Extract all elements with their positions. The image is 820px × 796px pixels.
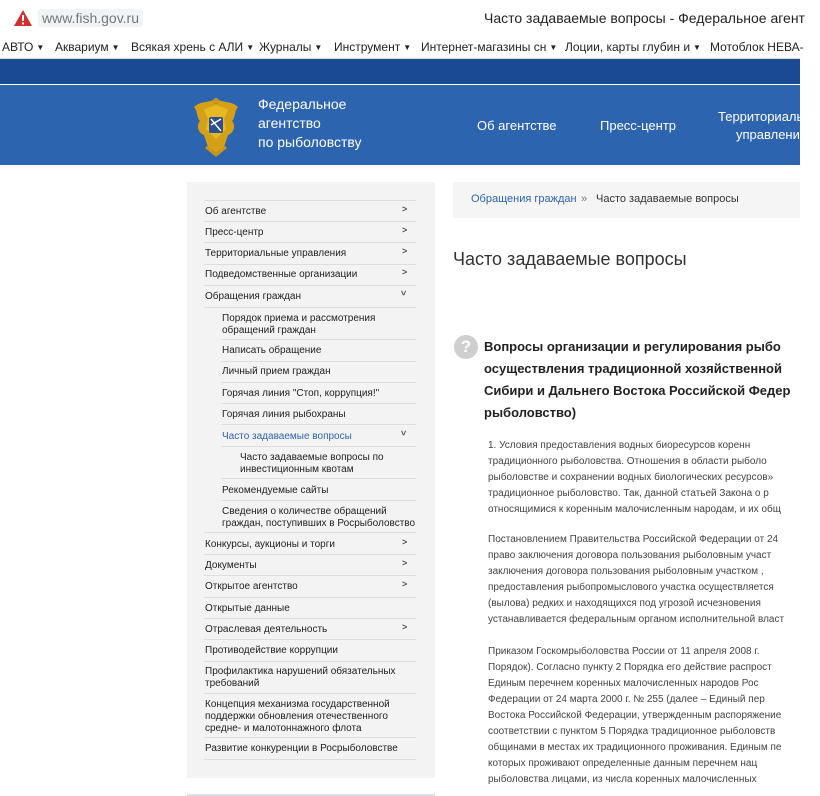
divider: [221, 339, 416, 340]
divider: [204, 759, 416, 760]
sidebar-subitem-stats[interactable]: [222, 506, 415, 530]
breadcrumb-link-appeals[interactable]: Обращения граждан: [471, 193, 577, 205]
dropdown-caret-icon: ▼: [314, 43, 323, 52]
paragraph-line: заключения договора пользования рыболовным участком ,: [488, 566, 764, 577]
url-field[interactable]: www.fish.gov.ru: [38, 9, 143, 27]
sidebar-item-tenders[interactable]: Конкурсы, аукционы и торги: [205, 539, 335, 550]
bookmarks-bar: [0, 37, 804, 59]
nav-label-line: управления: [736, 127, 807, 142]
answer-paragraph: [488, 644, 781, 788]
paragraph-line: относящимися к коренным малочисленным народам, и их общ: [488, 504, 781, 515]
paragraph-line: Приказом Госкомрыболовства России от 11 апреля 2008 г.: [488, 646, 760, 657]
sidebar-item-competition[interactable]: Развитие конкуренции в Росрыболовстве: [205, 743, 398, 754]
divider: [221, 446, 416, 447]
nav-territorial[interactable]: [718, 108, 820, 144]
sidebar-subitem-write[interactable]: Написать обращение: [222, 345, 322, 356]
paragraph-line: традиционное рыболовство. Так, данной статьей Закона о р: [488, 488, 769, 499]
sidebar-item-press[interactable]: Пресс-центр: [205, 227, 264, 238]
question-title-line: осуществления традиционной хозяйственной: [484, 361, 782, 376]
item-label-line: средне- и малотоннажного флота: [205, 723, 362, 734]
browser-address-bar: [0, 0, 805, 38]
org-name-line: агентство: [258, 115, 321, 131]
divider: [204, 575, 416, 576]
org-name[interactable]: [258, 95, 362, 152]
dropdown-caret-icon: ▼: [111, 43, 120, 52]
divider: [221, 500, 416, 501]
paragraph-line: традиционного рыболовства. Отношения в области рыболо: [488, 456, 767, 467]
divider: [204, 737, 416, 738]
question-title-line: Вопросы организации и регулирования рыбо: [484, 339, 781, 354]
question-icon: ?: [454, 335, 478, 359]
item-label-line: обращений граждан: [222, 325, 316, 336]
dropdown-caret-icon: ▼: [36, 43, 45, 52]
divider: [221, 478, 416, 479]
sidebar-item-territorial[interactable]: Территориальные управления: [205, 248, 347, 259]
paragraph-line: Федерации от 24 марта 2000 г. № 255 (далее – Единый пер: [488, 694, 765, 705]
chevron-down-icon[interactable]: >: [398, 290, 409, 296]
nav-press[interactable]: Пресс-центр: [600, 118, 677, 133]
org-name-line: по рыболовству: [258, 134, 362, 150]
paragraph-line: Постановлением Правительства Российской Федерации от 24: [488, 534, 779, 545]
bookmark-label: Журналы: [259, 40, 312, 54]
dropdown-caret-icon: ▼: [403, 43, 412, 52]
divider: [204, 532, 416, 533]
bookmark-folder[interactable]: [131, 40, 254, 54]
tab-title[interactable]: Часто задаваемые вопросы - Федеральное агент: [484, 10, 805, 26]
divider: [204, 264, 416, 265]
sidebar-subitem-faq[interactable]: Часто задаваемые вопросы: [222, 431, 352, 442]
bookmark-label: Аквариум: [55, 40, 109, 54]
item-label-line: инвестиционным квотам: [240, 464, 354, 475]
divider: [204, 693, 416, 694]
divider: [204, 554, 416, 555]
bookmark-label: АВТО: [2, 40, 34, 54]
paragraph-line: соответствии с пунктом 5 Порядка традиционное рыболовств: [488, 726, 776, 737]
emblem-logo-icon[interactable]: [186, 95, 246, 157]
question-title[interactable]: [484, 336, 790, 424]
divider: [221, 424, 416, 425]
paragraph-line: общинами в местах их традиционного проживания. Единым пе: [488, 742, 782, 753]
bookmark-label: Мотоблок НЕВА-: [710, 40, 804, 54]
nav-label-line: Территориальны: [718, 109, 820, 124]
chevron-right-icon[interactable]: >: [402, 246, 408, 256]
divider: [204, 221, 416, 222]
paragraph-line: предоставления рыбопромыслового участка осуществляется: [488, 582, 774, 593]
sidebar-subsubitem-faq-quotas[interactable]: [240, 452, 384, 476]
divider: [221, 361, 416, 362]
paragraph-line: Порядок). Согласно пункту 2 Порядка его действие распрост: [488, 662, 772, 673]
paragraph-line: 1. Условия предоставления водных биоресурсов коренн: [488, 440, 751, 451]
divider: [204, 285, 416, 286]
sidebar-subitem-hotline-corruption[interactable]: Горячая линия "Стоп, коррупция!": [222, 388, 380, 399]
divider: [204, 639, 416, 640]
bookmark-label: Лоции, карты глубин и: [565, 40, 691, 54]
sidebar-item-appeals[interactable]: Обращения граждан: [205, 291, 301, 302]
divider: [221, 403, 416, 404]
item-label-line: Концепция механизма государственной: [205, 699, 390, 710]
chevron-right-icon[interactable]: >: [402, 537, 408, 547]
sidebar-subitem-reception[interactable]: Личный прием граждан: [222, 366, 331, 377]
item-label-line: Порядок приема и рассмотрения: [222, 313, 376, 324]
sidebar-subitem-procedure[interactable]: [222, 313, 375, 337]
chevron-right-icon[interactable]: >: [402, 267, 408, 277]
paragraph-line: рыболовстве и сохранении водных биологических ресурсов»: [488, 472, 774, 483]
paragraph-line: которых проживают определенные данным перечнем нац: [488, 758, 758, 769]
chevron-right-icon[interactable]: >: [402, 579, 408, 589]
bookmark-folder[interactable]: [334, 40, 411, 54]
sidebar-item-documents[interactable]: Документы: [205, 560, 257, 571]
bookmark-folder[interactable]: [55, 40, 120, 54]
sidebar-item-open-agency[interactable]: Открытое агентство: [205, 581, 298, 592]
paragraph-line: устанавливается федеральным органом исполнительной власт: [488, 614, 785, 625]
breadcrumb-separator: »: [581, 193, 588, 205]
nav-about[interactable]: Об агентстве: [477, 118, 557, 133]
dropdown-caret-icon: ▼: [693, 43, 701, 52]
answer-paragraph: [488, 532, 784, 628]
bookmark-label: Интернет-магазины сн: [421, 40, 547, 54]
sidebar-item-industry[interactable]: Отраслевая деятельность: [205, 624, 328, 635]
sidebar-subitem-hotline-fish[interactable]: Горячая линия рыбохраны: [222, 409, 346, 420]
org-name-line: Федеральное: [258, 96, 347, 112]
paragraph-line: право заключения договора пользования рыболовным участ: [488, 550, 772, 561]
item-label-line: Сведения о количестве обращений: [222, 506, 387, 517]
page-title: Часто задаваемые вопросы: [453, 249, 687, 269]
divider: [204, 597, 416, 598]
warning-icon[interactable]: [13, 9, 33, 27]
sidebar-item-about[interactable]: Об агентстве: [205, 206, 267, 217]
chevron-right-icon[interactable]: >: [402, 622, 408, 632]
sidebar-subitem-sites[interactable]: Рекомендуемые сайты: [222, 485, 329, 496]
dropdown-caret-icon: ▼: [549, 43, 558, 52]
item-label-line: граждан, поступивших в Росрыболовство: [222, 518, 416, 529]
question-title-line: Сибири и Дальнего Востока Российской Федер: [484, 383, 791, 398]
chevron-down-icon[interactable]: >: [398, 430, 409, 436]
bookmark-label: Всякая хрень с АЛИ: [131, 40, 244, 54]
answer-paragraph: [488, 438, 781, 518]
divider: [204, 200, 416, 201]
sidebar-item-prevention[interactable]: [205, 666, 396, 690]
question-title-line: рыболовство): [484, 405, 577, 420]
item-label-line: Часто задаваемые вопросы по: [240, 452, 384, 463]
sidebar-item-open-data[interactable]: Открытые данные: [205, 603, 290, 614]
paragraph-line: Востока Российской Федерации, утвержденным распоряжение: [488, 710, 782, 721]
bookmark-folder[interactable]: [565, 40, 701, 54]
chevron-right-icon[interactable]: >: [402, 558, 408, 568]
divider: [204, 242, 416, 243]
item-label-line: Профилактика нарушений обязательных: [205, 666, 396, 677]
divider: [221, 382, 416, 383]
chevron-right-icon[interactable]: >: [402, 225, 408, 235]
divider: [204, 661, 416, 662]
bookmark-folder[interactable]: [2, 40, 44, 54]
bookmark-folder[interactable]: [259, 40, 322, 54]
site-header: [0, 85, 820, 165]
divider: [204, 307, 416, 308]
paragraph-line: рыболовства лицами, из числа коренных малочисленных: [488, 774, 757, 785]
bookmark-label: Инструмент: [334, 40, 401, 54]
paragraph-line: (вылова) редких и находящихся под угрозой исчезновения: [488, 598, 761, 609]
bookmark-folder[interactable]: [710, 40, 804, 54]
item-label-line: поддержки обновления отечественного: [205, 711, 388, 722]
dropdown-caret-icon: ▼: [246, 43, 255, 52]
bookmark-folder[interactable]: [421, 40, 557, 54]
chevron-right-icon[interactable]: >: [402, 204, 408, 214]
divider: [204, 618, 416, 619]
sidebar-item-anticorruption[interactable]: Противодействие коррупции: [205, 645, 338, 656]
breadcrumb-current: Часто задаваемые вопросы: [596, 193, 739, 205]
sidebar-item-subordinate[interactable]: Подведомственные организации: [205, 269, 358, 280]
site-top-strip: [0, 59, 800, 84]
sidebar-item-fleet-concept[interactable]: [205, 699, 390, 735]
item-label-line: требований: [205, 678, 260, 689]
paragraph-line: Единым перечнем коренных малочисленных народов Рос: [488, 678, 759, 689]
